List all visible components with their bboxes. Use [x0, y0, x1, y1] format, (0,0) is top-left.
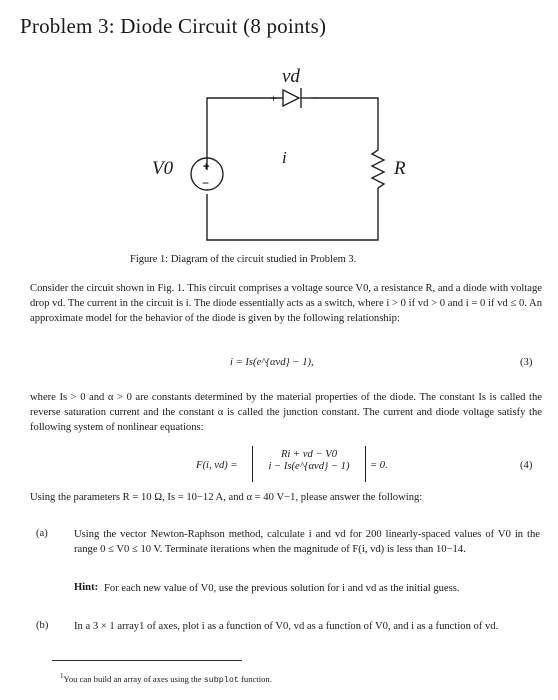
wire-top-right [310, 98, 378, 150]
problem-title: Problem 3: Diode Circuit (8 points) [20, 14, 327, 38]
equation-4-number: (4) [520, 460, 533, 471]
diode-plus-sign: + [270, 91, 277, 105]
equation-3-number: (3) [520, 357, 533, 368]
item-a-label: (a) [36, 528, 48, 539]
circuit-diagram [0, 40, 558, 250]
source-plus-sign: + [203, 161, 210, 173]
footnote-code: subplot [203, 674, 239, 685]
footnote-text-after: function. [241, 673, 272, 684]
diode-minus-sign: − [312, 91, 319, 105]
wire-top-left [207, 98, 280, 170]
item-b-label: (b) [36, 620, 49, 631]
current-label: i [282, 148, 287, 167]
hint-text: For each new value of V0, use the previous solution for i and vd as the initial guess. [104, 583, 460, 594]
equation-4-row1: Ri + vd − V0 [280, 449, 338, 460]
equation-3: i = Is(e^{αvd} − 1), [230, 357, 314, 368]
item-b-text: In a 3 × 1 array1 of axes, plot i as a function of V0, vd as a function of V0, and i as a function of vd. [74, 621, 499, 632]
footnote [60, 672, 272, 685]
footnote-rule [52, 660, 242, 661]
source-minus-sign: − [202, 176, 210, 190]
intro-paragraph: Consider the circuit shown in Fig. 1. This circuit comprises a voltage source V0, a resistance R, and a diode with voltage drop vd. The current in the circuit is i. The diode essentially acts as a switch, where i > 0 if vd > 0 and i = 0 if vd ≤ 0. An approximate model for the behavior of the diode is given by the following relationship: [30, 283, 542, 324]
equation-4-row2: i − Is(e^{αvd} − 1) [268, 461, 350, 472]
item-a-text: Using the vector Newton-Raphson method, calculate i and vd for 200 linearly-spaced values of V0 in the range 0 ≤ V0 ≤ 10 V. Terminate iterations when the magnitude of F(i, vd) is less than 10−14. [74, 529, 540, 555]
wire-bottom [207, 188, 378, 240]
constants-paragraph: where Is > 0 and α > 0 are constants determined by the material properties of the diode. The constant Is is called the reverse saturation current and the constant α is called the junction constant. The current and diode voltage satisfy the following system of nonlinear equations: [30, 392, 542, 433]
diode-symbol [280, 88, 310, 108]
source-voltage-label: V0 [152, 158, 174, 179]
equation-4-rhs: = 0. [370, 460, 388, 471]
resistor-symbol [372, 150, 384, 188]
diode-voltage-label: vd [282, 66, 300, 87]
parameters-paragraph: Using the parameters R = 10 Ω, Is = 10−12 A, and α = 40 V−1, please answer the following: [30, 492, 423, 503]
footnote-text-before: You can build an array of axes using the [63, 673, 202, 684]
footnote-marker: 1 [60, 672, 64, 680]
hint-label: Hint: [74, 582, 99, 593]
equation-4-lhs: F(i, vd) = [196, 460, 238, 471]
figure-caption: Figure 1: Diagram of the circuit studied in Problem 3. [130, 254, 357, 265]
equation-4-matrix [252, 446, 366, 482]
resistance-label: R [394, 158, 406, 179]
